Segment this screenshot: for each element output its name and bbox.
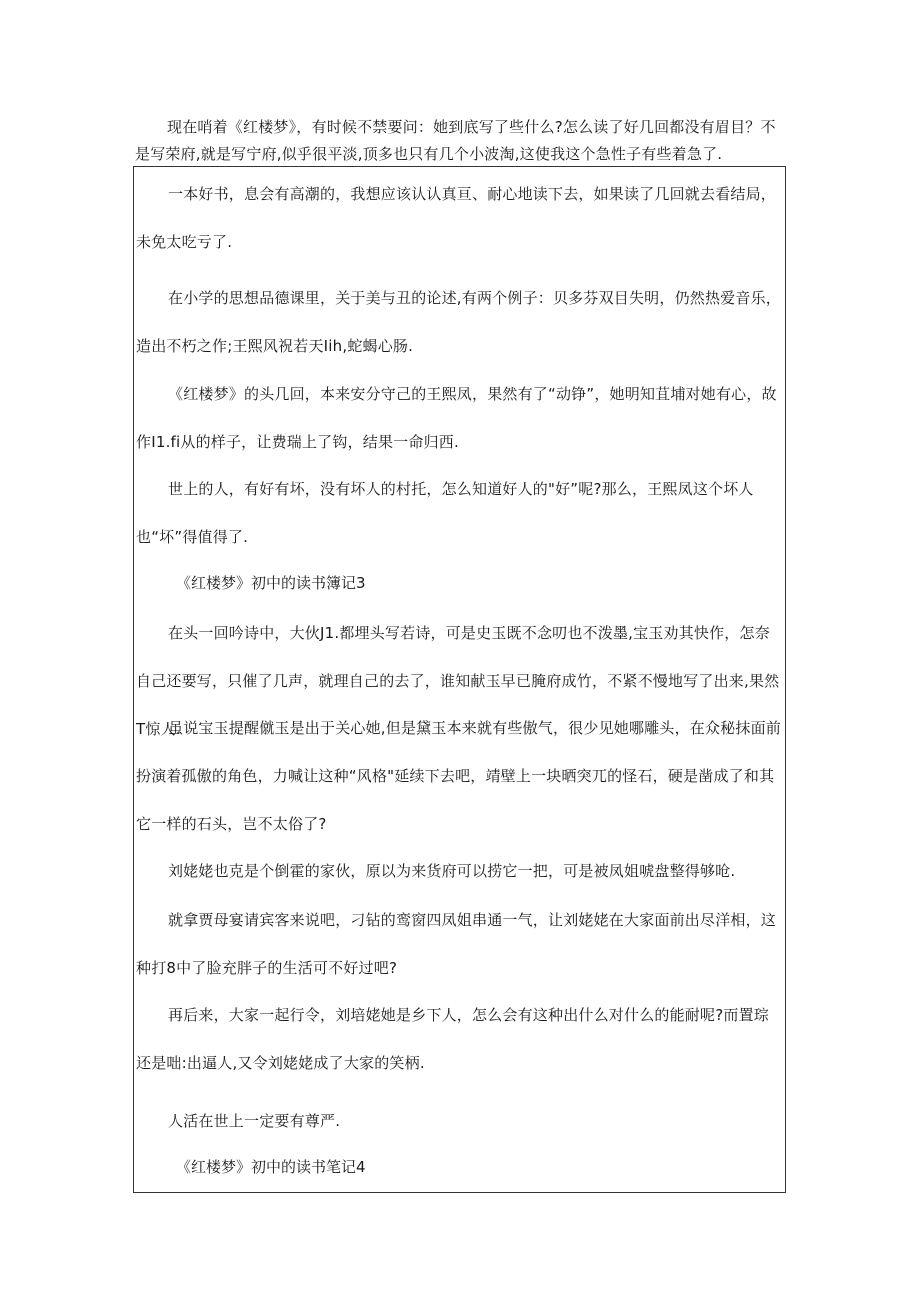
paragraph-wang-xifeng: 《红楼梦》的头几回，本来安分守己的王熙凤，果然有了“动铮”，她明知苴埔对她有心，故作I1.fi从的样子，让费瑞上了钩，结果一命归西. [136, 385, 777, 451]
bordered-text-box [133, 166, 786, 1193]
paragraph-banquet: 就拿贾母宴请宾客来说吧，刁钻的鸾窗四凤姐串通一气，让刘姥姥在大家面前出尽洋相，这种打8中了脸充胖子的生活可不好过吧? [136, 911, 777, 977]
paragraph-drinking-game: 再后来，大家一起行令，刘培姥她是乡下人，怎么会有这种出什么对什么的能耐呢?而置琮还是咄:出逼人,又令刘姥姥成了大家的笑柄. [136, 1006, 769, 1072]
paragraph-liu-laolao: 刘姥姥也克是个倒霍的家伙，原以为来货府可以捞它一把，可是被凤姐唬盘整得够呛. [168, 862, 736, 880]
section-heading-3: 《红楼梦》初中的读书簿记3 [176, 574, 366, 592]
paragraph-good-and-bad: 世上的人，有好有坏，没有坏人的村托，怎么知道好人的"好”呢?那么，王熙凤这个坏人也“坏”得值得了. [136, 480, 754, 546]
intro-paragraph: 现在哨着《红楼梦》，有时候不禁要问：她到底写了些什么?怎么读了好几回都没有眉目？不是写荣府,就是写宁府,似乎很平淡,顶多也只有几个小波淘,这使我这个急性子有些着急了. [135, 118, 776, 163]
paragraph-dignity: 人活在世上一定要有尊严. [168, 1112, 341, 1130]
paragraph-good-book: 一本好书，息会有高潮的，我想应该认认真亘、耐心地读下去，如果读了几回就去看结局，未免太吃亏了. [136, 185, 777, 251]
paragraph-beauty-ugliness: 在小学的思想品德课里，关于美与丑的论述,有两个例子：贝多芬双目失明，仍然热爱音乐，造出不朽之作;王熙风祝若天Iih,蛇蝎心肠. [136, 289, 781, 355]
paragraph-poetry-contest: 在头一回吟诗中，大伙J1.都埋头写若诗，可是史玉既不念叨也不泼墨,宝玉劝其快作，怎奈自己还要写，只催了几声，就理自己的去了，谁知献玉早已腌府成竹，不紧不慢地写了出来,果然T惊人. [136, 624, 780, 738]
section-heading-4: 《红楼梦》初中的读书笔记4 [176, 1158, 366, 1176]
paragraph-daiyu-pride: 虽说宝玉提醒僦玉是出于关心她,但是黛玉本来就有些傲气，很少见她哪雕头，在众秘抹面前扮演着孤傲的角色，力喊让这种“风格"延续下去吧，靖壁上一块晒突兀的怪石，硬是凿成了和其它一样的石头，岂不太俗了? [136, 719, 781, 833]
